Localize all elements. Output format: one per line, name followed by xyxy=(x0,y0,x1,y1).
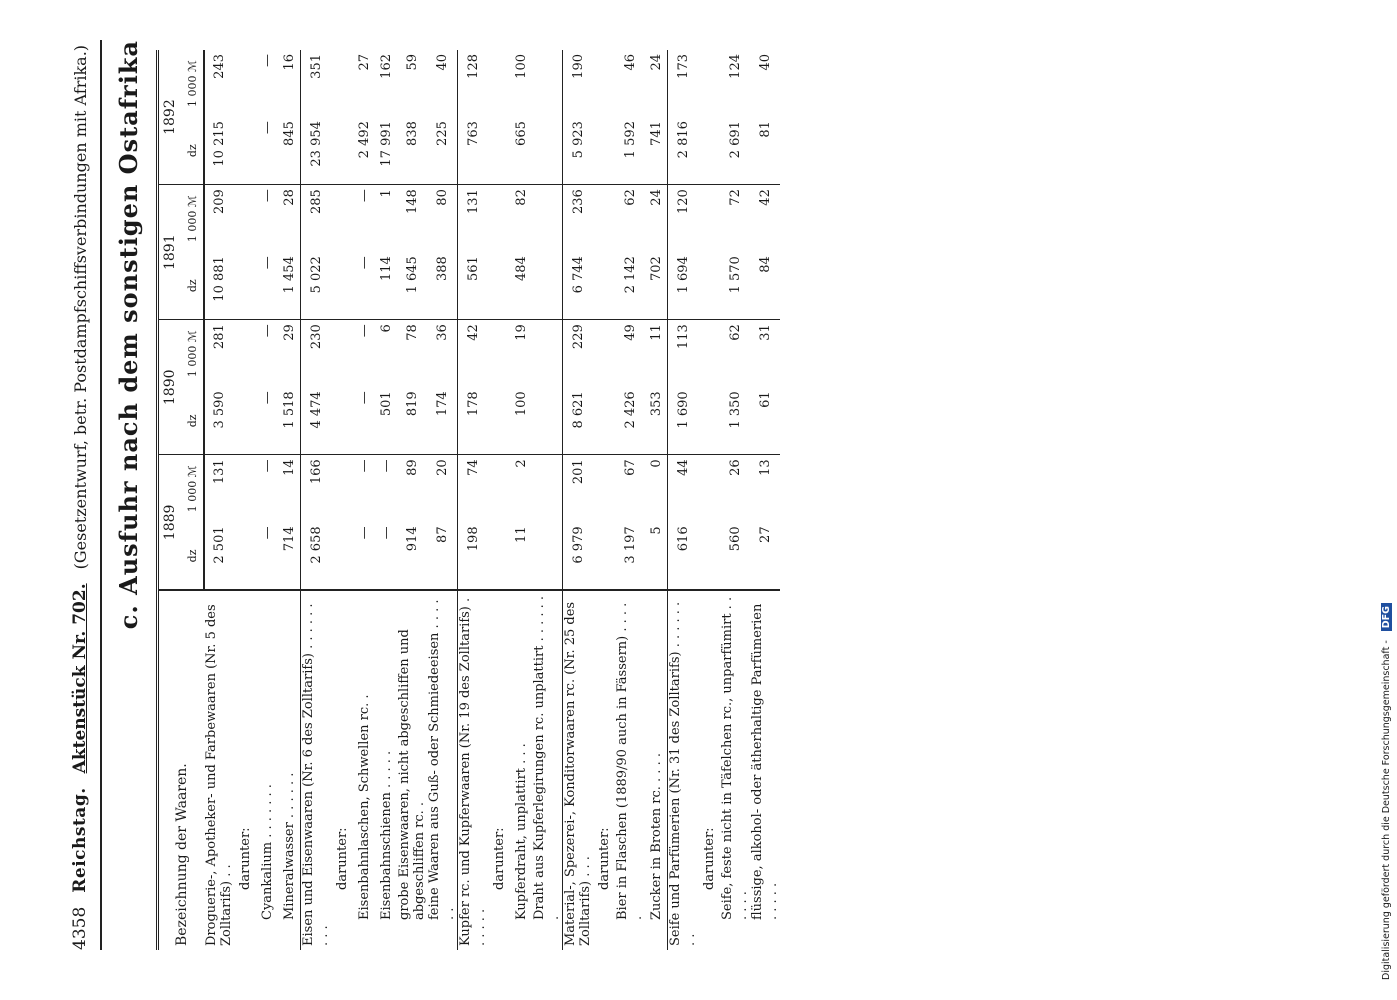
cell-dz: 2 492 xyxy=(353,117,375,185)
table-row xyxy=(668,50,699,950)
cell-dz xyxy=(488,522,510,590)
row-label: darunter: xyxy=(234,590,256,950)
cell-dz: 114 xyxy=(375,252,397,320)
cell-dz: 1 645 xyxy=(397,252,427,320)
cell-value xyxy=(331,185,353,253)
cell-value: 230 xyxy=(301,320,332,388)
page-header xyxy=(60,40,100,950)
cell-dz xyxy=(532,252,563,320)
cell-dz xyxy=(532,387,563,455)
cell-value xyxy=(698,455,720,523)
cell-dz: 1 570 xyxy=(720,252,750,320)
cell-value xyxy=(488,320,510,388)
cell-dz xyxy=(532,117,563,185)
cell-value: — xyxy=(378,459,394,473)
cell-value: 120 xyxy=(668,185,699,253)
cell-dz: 5 xyxy=(648,526,664,535)
cell-dz: — xyxy=(256,387,278,455)
cell-dz xyxy=(234,252,256,320)
row-label: Eisenbahnschienen . . . . . xyxy=(375,590,397,950)
table-row xyxy=(510,50,532,950)
cell-value: 14 xyxy=(281,459,297,476)
table-body xyxy=(204,50,780,950)
unit-dz: dz xyxy=(181,522,204,590)
cell-dz: 10 881 xyxy=(204,252,234,320)
cell-value: — xyxy=(259,459,275,473)
page-number: 4358 xyxy=(70,906,90,950)
cell-dz xyxy=(593,387,615,455)
cell-value: 13 xyxy=(757,459,773,476)
cell-value: — xyxy=(356,324,372,338)
row-label: Draht aus Kupferlegirungen rc. unplattirt . . . . . . . xyxy=(532,590,563,950)
cell-value: 148 xyxy=(404,189,420,214)
cell-dz: — xyxy=(353,387,375,455)
row-label: Zucker in Broten rc. . . . . xyxy=(645,590,668,950)
cell-value: — xyxy=(356,189,372,203)
cell-dz: 23 954 xyxy=(301,117,332,185)
row-label: Material-, Spezerei-, Konditorwaaren rc. (Nr. 25 des Zolltarifs) . . . xyxy=(563,590,594,950)
cell-value xyxy=(331,320,353,388)
unit-value: 1 000 ℳ xyxy=(181,455,204,523)
cell-value: — xyxy=(259,324,275,338)
table-row xyxy=(375,50,397,950)
cell-value: 166 xyxy=(301,455,332,523)
cell-value: 59 xyxy=(404,54,420,71)
cell-dz xyxy=(488,252,510,320)
cell-value: 11 xyxy=(648,324,664,341)
unit-value: 1 000 ℳ xyxy=(181,50,204,117)
cell-dz: 10 215 xyxy=(204,117,234,185)
cell-dz xyxy=(488,387,510,455)
cell-dz: 3 590 xyxy=(204,387,234,455)
table-row xyxy=(397,50,427,950)
cell-dz xyxy=(593,117,615,185)
cell-value xyxy=(331,455,353,523)
cell-value: 190 xyxy=(563,50,594,117)
cell-value: 24 xyxy=(648,54,664,71)
cell-value: 229 xyxy=(563,320,594,388)
unit-value: 1 000 ℳ xyxy=(181,185,204,253)
cell-dz: 174 xyxy=(427,387,458,455)
cell-dz: — xyxy=(353,252,375,320)
cell-dz xyxy=(698,252,720,320)
cell-value: 173 xyxy=(668,50,699,117)
row-label: Mineralwasser . . . . . . xyxy=(278,590,301,950)
dfg-logo: DFG xyxy=(1381,603,1392,631)
cell-dz: 1 592 xyxy=(615,117,645,185)
digitization-note xyxy=(1381,20,1395,980)
cell-value: 89 xyxy=(404,459,420,476)
cell-dz: 4 474 xyxy=(301,387,332,455)
cell-value: 62 xyxy=(727,324,743,341)
cell-value: 6 xyxy=(378,324,394,333)
cell-value: 72 xyxy=(727,189,743,206)
cell-dz: 198 xyxy=(458,522,489,590)
cell-dz: 1 350 xyxy=(720,387,750,455)
table-row xyxy=(204,50,234,950)
cell-dz: 819 xyxy=(397,387,427,455)
row-label: Eisen und Eisenwaaren (Nr. 6 des Zolltarifs) . . . . . . . . . xyxy=(301,590,332,950)
cell-dz: 6 744 xyxy=(563,252,594,320)
cell-value: 128 xyxy=(458,50,489,117)
cell-value xyxy=(234,50,256,117)
cell-dz: 353 xyxy=(645,387,668,455)
cell-value xyxy=(593,320,615,388)
document-title: (Gesetzentwurf, betr. Postdampfschiffsverbindungen mit Afrika.) xyxy=(70,44,90,570)
cell-dz: 741 xyxy=(645,117,668,185)
cell-dz: 81 xyxy=(750,117,780,185)
cell-value xyxy=(698,320,720,388)
cell-value xyxy=(532,320,563,388)
cell-value xyxy=(331,50,353,117)
year-header: 1892 xyxy=(158,50,182,185)
cell-value: 49 xyxy=(622,324,638,341)
cell-dz: 100 xyxy=(510,387,532,455)
cell-value: 74 xyxy=(458,455,489,523)
cell-value: 42 xyxy=(757,189,773,206)
unit-dz: dz xyxy=(181,387,204,455)
cell-dz: 84 xyxy=(750,252,780,320)
cell-value: 162 xyxy=(378,54,394,79)
unit-dz: dz xyxy=(181,117,204,185)
cell-dz: 484 xyxy=(510,252,532,320)
cell-dz: — xyxy=(259,526,275,540)
cell-dz xyxy=(698,117,720,185)
row-label: Eisenbahnlaschen, Schwellen rc. . xyxy=(353,590,375,950)
cell-value: 16 xyxy=(281,54,297,71)
cell-value: 24 xyxy=(648,189,664,206)
cell-value: 236 xyxy=(563,185,594,253)
cell-dz: 561 xyxy=(458,252,489,320)
cell-value xyxy=(488,455,510,523)
cell-value: 243 xyxy=(212,54,227,79)
cell-dz xyxy=(488,117,510,185)
table-row xyxy=(488,50,510,950)
cell-dz xyxy=(331,387,353,455)
cell-value: 67 xyxy=(622,459,638,476)
cell-value xyxy=(488,50,510,117)
row-label: grobe Eisenwaaren, nicht abgeschliffen und abgeschliffen rc. . xyxy=(397,590,427,950)
cell-value xyxy=(234,455,256,523)
year-header: 1890 xyxy=(158,320,182,455)
table-row xyxy=(278,50,301,950)
cell-value xyxy=(698,50,720,117)
cell-value: 82 xyxy=(513,189,529,206)
cell-dz: 11 xyxy=(513,526,529,543)
row-label: Kupfer rc. und Kupferwaaren (Nr. 19 des Zolltarifs) . . . . . . xyxy=(458,590,489,950)
cell-dz xyxy=(593,252,615,320)
row-label: darunter: xyxy=(488,590,510,950)
cell-value: 36 xyxy=(434,324,450,341)
cell-value: 285 xyxy=(301,185,332,253)
cell-value xyxy=(698,185,720,253)
cell-dz: 225 xyxy=(427,117,458,185)
running-title: Reichstag. xyxy=(70,787,90,893)
cell-dz: — xyxy=(256,117,278,185)
cell-value xyxy=(488,185,510,253)
row-label: Seife und Parfümerien (Nr. 31 des Zolltarifs) . . . . . . . . xyxy=(668,590,699,950)
row-label: darunter: xyxy=(331,590,353,950)
table-row xyxy=(750,50,780,950)
cell-dz: 665 xyxy=(510,117,532,185)
cell-dz xyxy=(698,522,720,590)
table-row xyxy=(256,50,278,950)
cell-dz: 501 xyxy=(375,387,397,455)
table-row xyxy=(353,50,375,950)
cell-dz xyxy=(331,522,353,590)
year-header: 1889 xyxy=(158,455,182,591)
cell-dz xyxy=(331,252,353,320)
table-row xyxy=(698,50,720,950)
cell-dz: — xyxy=(256,252,278,320)
cell-value: 281 xyxy=(212,324,227,350)
cell-dz: 5 022 xyxy=(301,252,332,320)
cell-dz: 6 979 xyxy=(563,522,594,590)
cell-value: 1 xyxy=(378,189,394,198)
table-row xyxy=(563,50,594,950)
cell-dz: 1 454 xyxy=(278,252,301,320)
cell-dz: 714 xyxy=(281,526,297,552)
header-rule xyxy=(100,40,102,950)
cell-value: 209 xyxy=(212,189,227,214)
unit-dz: dz xyxy=(181,252,204,320)
cell-value xyxy=(234,185,256,253)
cell-value: 42 xyxy=(458,320,489,388)
cell-value: — xyxy=(356,459,372,473)
row-label: Seife, feste nicht in Täfelchen rc., unparfümirt . . . . . . xyxy=(720,590,750,950)
cell-value: 44 xyxy=(668,455,699,523)
table-row xyxy=(645,50,668,950)
row-label: Kupferdraht, unplattirt . . . xyxy=(510,590,532,950)
cell-dz: 2 816 xyxy=(668,117,699,185)
cell-value: 100 xyxy=(513,54,529,79)
cell-value: 124 xyxy=(727,54,743,79)
cell-dz: 1 518 xyxy=(278,387,301,455)
table-row xyxy=(331,50,353,950)
row-label: feine Waaren aus Guß- oder Schmiedeeisen . . . . . . xyxy=(427,590,458,950)
cell-dz: 702 xyxy=(645,252,668,320)
unit-value: 1 000 ℳ xyxy=(181,320,204,388)
cell-value: 31 xyxy=(757,324,773,341)
cell-dz: 2 142 xyxy=(615,252,645,320)
cell-value: 80 xyxy=(434,189,450,206)
cell-value: 20 xyxy=(434,459,450,476)
cell-dz: 2 658 xyxy=(301,522,332,590)
cell-dz: 2 501 xyxy=(212,526,227,564)
cell-value xyxy=(593,185,615,253)
cell-dz: 2 426 xyxy=(615,387,645,455)
cell-value: 40 xyxy=(434,54,450,71)
cell-dz: 1 690 xyxy=(668,387,699,455)
table-row xyxy=(593,50,615,950)
row-label: darunter: xyxy=(593,590,615,950)
table-row xyxy=(720,50,750,950)
cell-value: 113 xyxy=(668,320,699,388)
cell-dz: 8 621 xyxy=(563,387,594,455)
cell-dz xyxy=(593,522,615,590)
cell-value xyxy=(593,50,615,117)
year-header: 1891 xyxy=(158,185,182,320)
cell-dz: 838 xyxy=(397,117,427,185)
row-label: Droguerie-, Apotheker- und Farbewaaren (Nr. 5 des Zolltarifs) . . xyxy=(204,590,234,950)
cell-value: 29 xyxy=(281,324,297,341)
desc-column-header: Bezeichnung der Waaren. xyxy=(158,590,205,950)
cell-dz: 1 694 xyxy=(668,252,699,320)
cell-dz: 17 991 xyxy=(375,117,397,185)
cell-value: 131 xyxy=(458,185,489,253)
cell-dz: 87 xyxy=(434,526,450,543)
cell-dz: 845 xyxy=(278,117,301,185)
table-row xyxy=(615,50,645,950)
row-label: Cyankalium . . . . . . . xyxy=(256,590,278,950)
cell-value: 40 xyxy=(757,54,773,71)
cell-dz: 3 197 xyxy=(622,526,638,564)
section-title: c. Ausfuhr nach dem sonstigen Ostafrika xyxy=(114,40,143,630)
cell-dz: 178 xyxy=(458,387,489,455)
cell-dz xyxy=(234,117,256,185)
cell-value: 46 xyxy=(622,54,638,71)
row-label: Bier in Flaschen (1889/90 auch in Fässern) . . . . . xyxy=(615,590,645,950)
rotated-page-content xyxy=(60,40,1350,950)
cell-value xyxy=(532,455,563,523)
cell-value: 201 xyxy=(563,455,594,523)
cell-dz xyxy=(234,387,256,455)
cell-dz: — xyxy=(356,526,372,540)
cell-value: 28 xyxy=(281,189,297,206)
cell-dz: 27 xyxy=(757,526,773,543)
cell-value: 26 xyxy=(727,459,743,476)
cell-dz: 763 xyxy=(458,117,489,185)
cell-value: — xyxy=(259,54,275,67)
table-row xyxy=(532,50,563,950)
table-header-years xyxy=(158,50,182,950)
cell-dz: 616 xyxy=(668,522,699,590)
digitization-text: Digitalisierung gefördert durch die Deutsche Forschungsgemeinschaft - xyxy=(1381,640,1392,980)
cell-value xyxy=(593,455,615,523)
row-label: flüssige, alkohol- oder ätherhaltige Parfümerien . . . . . xyxy=(750,590,780,950)
cell-dz: 560 xyxy=(727,526,743,552)
cell-value: 0 xyxy=(648,459,664,468)
row-label: darunter: xyxy=(698,590,720,950)
cell-dz: 914 xyxy=(404,526,420,552)
cell-value xyxy=(532,185,563,253)
cell-value: 19 xyxy=(513,324,529,341)
table-row xyxy=(427,50,458,950)
cell-dz xyxy=(698,387,720,455)
export-table xyxy=(156,50,780,950)
cell-dz: 5 923 xyxy=(563,117,594,185)
cell-dz xyxy=(532,522,563,590)
cell-dz xyxy=(331,117,353,185)
cell-value xyxy=(532,50,563,117)
table-row xyxy=(458,50,489,950)
cell-value: — xyxy=(259,189,275,203)
cell-value xyxy=(234,320,256,388)
cell-value: 351 xyxy=(301,50,332,117)
cell-value: 27 xyxy=(356,54,372,71)
cell-value: 131 xyxy=(212,459,227,485)
cell-dz xyxy=(234,522,256,590)
cell-dz: — xyxy=(378,526,394,540)
table-row xyxy=(234,50,256,950)
cell-value: 2 xyxy=(513,459,529,468)
cell-value: 62 xyxy=(622,189,638,206)
cell-dz: 2 691 xyxy=(720,117,750,185)
table-row xyxy=(301,50,332,950)
document-number: Aktenstück Nr. 702. xyxy=(70,583,90,774)
cell-dz: 388 xyxy=(427,252,458,320)
cell-dz: 61 xyxy=(750,387,780,455)
cell-value: 78 xyxy=(404,324,420,341)
